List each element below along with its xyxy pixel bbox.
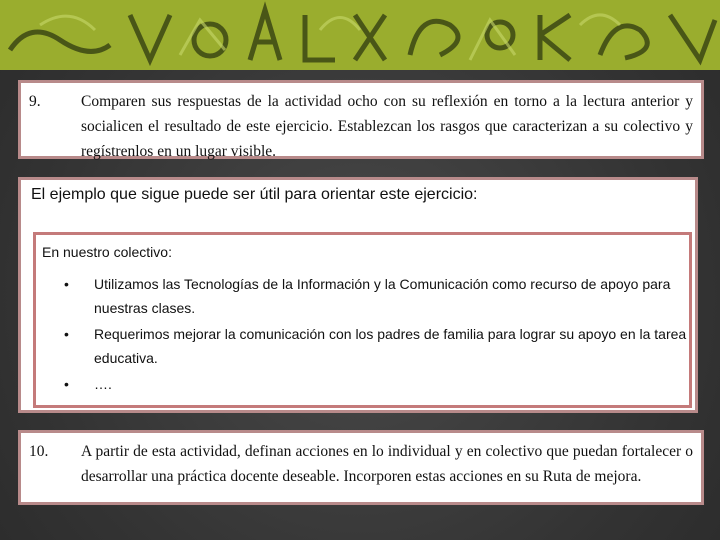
activity-text: A partir de esta actividad, definan acciones en lo individual y en colectivo que puedan fortalecer o desarrollar una práctica docente deseable. Incorporen estas acciones en su Ruta de mejora.: [81, 443, 693, 485]
activity-9-box: [18, 80, 704, 159]
activity-number: 9.: [29, 93, 41, 110]
bullet-text: ….: [94, 376, 112, 392]
activity-number: 10.: [29, 443, 49, 460]
example-bullet-list: [42, 272, 689, 396]
bullet-icon: •: [64, 326, 69, 342]
example-intro: El ejemplo que sigue puede ser útil para orientar este ejercicio:: [31, 186, 478, 203]
list-item: [42, 272, 689, 320]
bullet-icon: •: [64, 376, 69, 392]
bullet-text: Utilizamos las Tecnologías de la Información y la Comunicación como recurso de apoyo para nuestras clases.: [94, 276, 671, 316]
decorative-banner: [0, 0, 720, 70]
activity-text: Comparen sus respuestas de la actividad ocho con su reflexión en torno a la lectura anterior y socialicen el resultado de este ejercicio. Establezcan los rasgos que caracterizan a su colectivo y regístrenlos en un lugar visible.: [81, 93, 693, 160]
letters-pattern-icon: [0, 0, 720, 70]
activity-10-box: [18, 430, 704, 505]
list-item: [42, 322, 689, 370]
bullet-text: Requerimos mejorar la comunicación con los padres de familia para lograr su apoyo en la tarea educativa.: [94, 326, 687, 366]
example-inner-box: [33, 232, 692, 408]
example-box: [18, 177, 698, 413]
list-item: [42, 372, 689, 396]
inner-title: En nuestro colectivo:: [42, 244, 172, 260]
bullet-icon: •: [64, 276, 69, 292]
